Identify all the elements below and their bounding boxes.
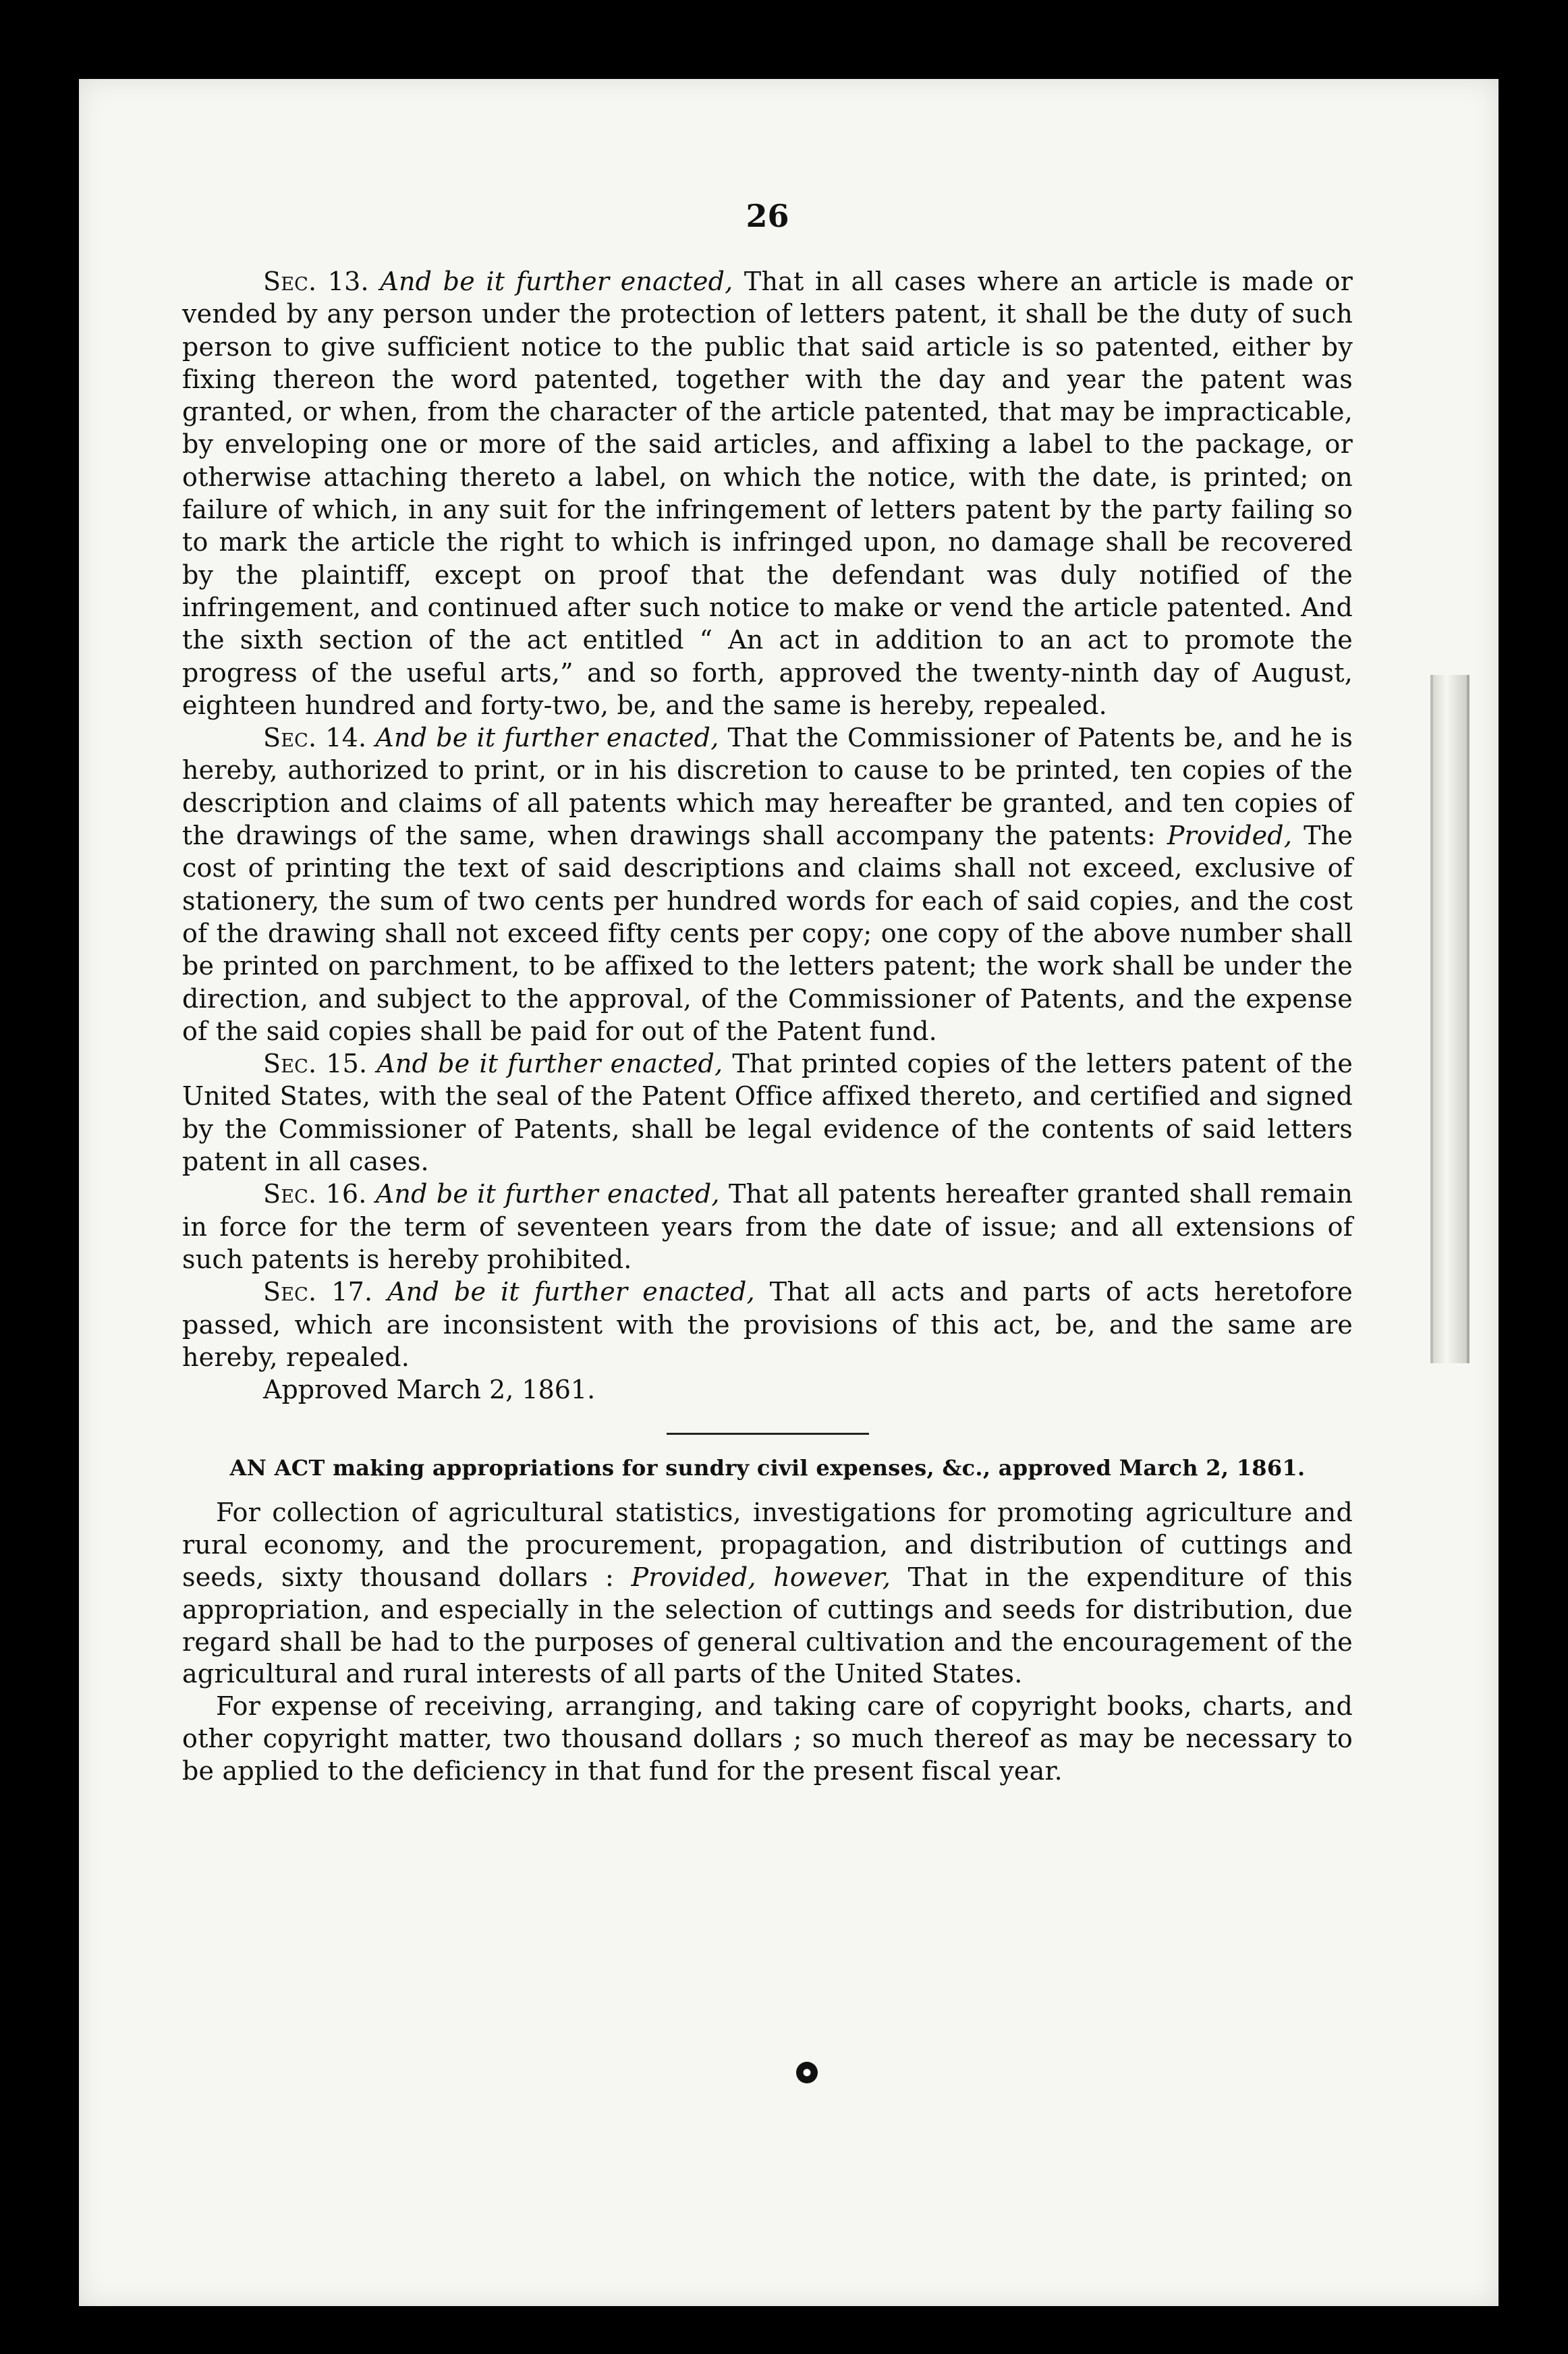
- section-16: [182, 1178, 1353, 1276]
- appropriation-text-continued: That in the expenditure of this appropriation, and especially in the selection of cuttings and seeds for distribution, due regard shall be had to the purposes of general cultivation and the encouragement of the agricultural and rural interests of all parts of the United States.: [182, 1562, 1353, 1689]
- section-text: That in all cases where an article is made or vended by any person under the protection of letters patent, it shall be the duty of such person to give sufficient notice to the public that said article is so patented, either by fixing thereon the word patented, together with the day and year the patent was granted, or when, from the character of the article patented, that may be impracticable, by enveloping one or more of the said articles, and affixing a label to the package, or otherwise attaching thereto a label, on which the notice, with the date, is printed; on failure of which, in any suit for the infringement of letters patent by the party failing so to mark the article the right to which is infringed upon, no damage shall be recovered by the plaintiff, except on proof that the defendant was duly notified of the infringement, and continued after such notice to make or vend the article patented. And the sixth section of the act entitled “ An act in addition to an act to promote the progress of the useful arts,” and so forth, approved the twenty-ninth day of August, eighteen hundred and forty-two, be, and the same is hereby, repealed.: [182, 267, 1353, 720]
- section-13: [182, 265, 1353, 721]
- section-number: Sec. 16.: [263, 1179, 367, 1209]
- ornament-icon: [796, 2062, 818, 2083]
- section-text-continued: The cost of printing the text of said descriptions and claims shall not exceed, exclusive of stationery, the sum of two cents per hundred words for each of said copies, and the cost of the drawing shall not exceed fifty cents per copy; one copy of the above number shall be printed on parchment, to be affixed to the letters patent; the work shall be under the direction, and subject to the approval, of the Commissioner of Patents, and the expense of the said copies shall be paid for out of the Patent fund.: [182, 821, 1353, 1046]
- proviso: Provided,: [1167, 821, 1293, 851]
- separator-rule: [667, 1433, 869, 1435]
- section-text: That all patents hereafter granted shall remain in force for the term of seventeen years from the date of issue; and all extensions of such patents is hereby prohibited.: [182, 1179, 1353, 1274]
- appropriation-text: For expense of receiving, arranging, and taking care of copyright books, charts, and other copyright matter, two thousand dollars ; so much thereof as may be necessary to be applied to the deficiency in that fund for the present fiscal year.: [182, 1691, 1353, 1786]
- section-number: Sec. 13.: [263, 267, 369, 296]
- enacting-clause: And be it further enacted,: [375, 723, 719, 753]
- enacting-clause: And be it further enacted,: [387, 1277, 755, 1307]
- proviso: Provided, however,: [631, 1562, 891, 1592]
- section-number: Sec. 15.: [263, 1049, 368, 1079]
- binding-thread: [1430, 675, 1469, 1363]
- enacting-clause: And be it further enacted,: [376, 1049, 723, 1079]
- page-number: 26: [746, 198, 789, 234]
- section-15: [182, 1047, 1353, 1178]
- appropriation-text: For collection of agricultural statistics, investigations for promoting agriculture and rural economy, and the procurement, propagation, and distribution of cuttings and seeds, sixty thousand dollars :: [182, 1498, 1353, 1592]
- section-number: Sec. 14.: [263, 723, 367, 753]
- section-text: That all acts and parts of acts heretofore passed, which are inconsistent with the provisions of this act, be, and the same are hereby, repealed.: [182, 1277, 1353, 1372]
- approval-date: Approved March 2, 1861.: [263, 1375, 596, 1405]
- section-text: That printed copies of the letters patent of the United States, with the seal of the Patent Office affixed thereto, and certified and signed by the Commissioner of Patents, shall be legal evidence of the contents of said letters patent in all cases.: [182, 1049, 1353, 1177]
- section-number: Sec. 17.: [263, 1277, 373, 1307]
- document-body: [182, 265, 1353, 1788]
- enacting-clause: And be it further enacted,: [380, 267, 733, 296]
- section-14: [182, 721, 1353, 1047]
- appropriation-copyright: [182, 1691, 1353, 1787]
- enacting-clause: And be it further enacted,: [375, 1179, 720, 1209]
- act-title: AN ACT making appropriations for sundry civil expenses, &c., approved March 2, 1861.: [229, 1455, 1306, 1481]
- section-text: That the Commissioner of Patents be, and he is hereby, authorized to print, or in his discretion to cause to be printed, ten copies of the description and claims of all patents which may hereafter be granted, and ten copies of the drawings of the same, when drawings shall accompany the patents:: [182, 723, 1353, 851]
- appropriation-agriculture: [182, 1497, 1353, 1691]
- section-17: [182, 1276, 1353, 1373]
